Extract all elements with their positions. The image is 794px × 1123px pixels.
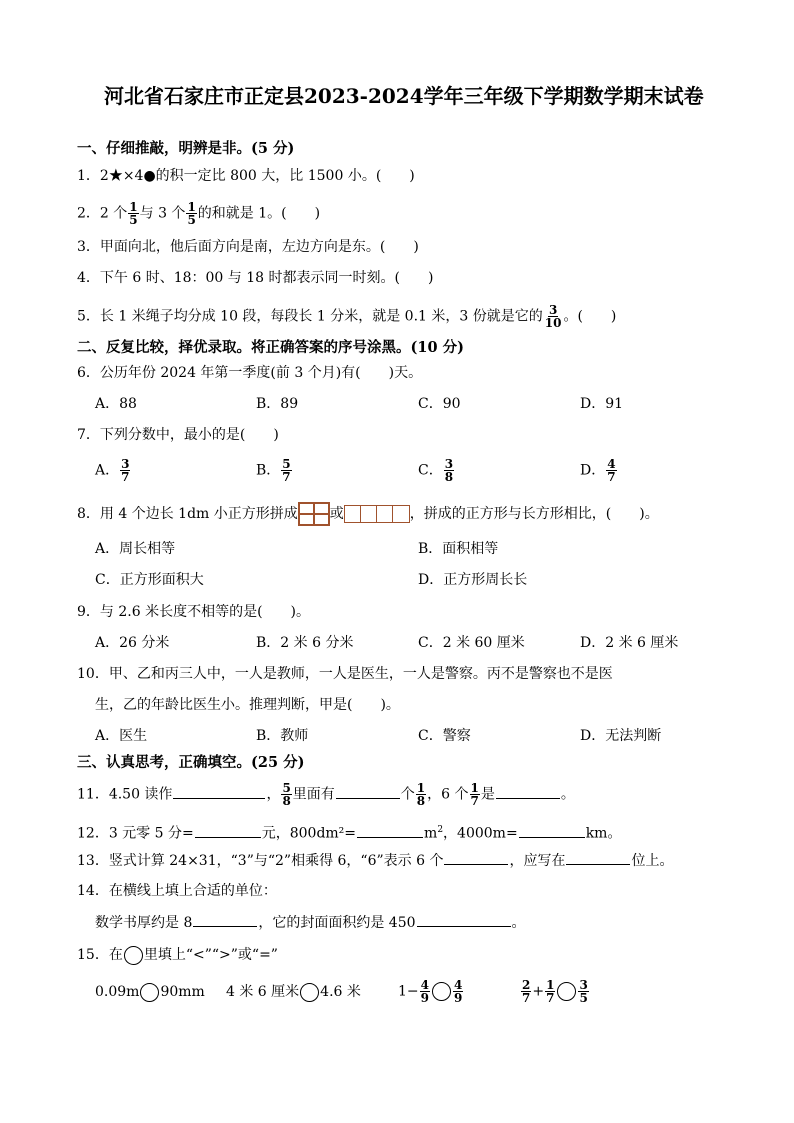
q15-expr-2: 4 米 6 厘米 4.6 米 bbox=[226, 984, 361, 1000]
compare-circle[interactable] bbox=[557, 982, 576, 1001]
question-6: 6．公历年份 2024 年第一季度(前 3 个月)有( )天。 bbox=[77, 365, 423, 381]
compare-circle[interactable] bbox=[432, 982, 451, 1001]
q6-option-c: C．90 bbox=[418, 396, 461, 412]
q15-expr-3: 1− $\frac{4}{9}$ $\frac{4}{9}$ bbox=[398, 978, 463, 1005]
square-grid-figure bbox=[298, 502, 330, 526]
q10-option-a: A．医生 bbox=[95, 728, 148, 744]
question-10-line-1: 10．甲、乙和丙三人中，一人是教师，一人是医生，一人是警察。丙不是警察也不是医 bbox=[77, 666, 613, 682]
q7-option-c: C． $\frac{3}{8}$ bbox=[418, 457, 454, 484]
question-13: 13．竖式计算 24×31，“3”与“2”相乘得 6，“6”表示 6 个 ，应写在 位上。 bbox=[77, 850, 673, 871]
answer-blank[interactable] bbox=[566, 850, 630, 865]
question-1: 1．2★×4●的积一定比 800 大，比 1500 小。( ) bbox=[77, 168, 415, 184]
answer-blank[interactable] bbox=[173, 784, 265, 799]
fraction: $\frac{3}{10}$ bbox=[544, 303, 562, 330]
question-12: 12．3 元零 5 分= 元，$800dm^2= m^2$，4000m= km。 bbox=[77, 820, 621, 844]
q6-option-d: D．91 bbox=[580, 396, 624, 412]
q8-option-d: D．正方形周长长 bbox=[418, 572, 528, 588]
q10-option-c: C．警察 bbox=[418, 728, 471, 744]
answer-blank[interactable] bbox=[336, 784, 400, 799]
answer-blank[interactable] bbox=[496, 784, 560, 799]
question-3: 3．甲面向北，他后面方向是南，左边方向是东。( ) bbox=[77, 239, 419, 255]
question-7: 7．下列分数中，最小的是( ) bbox=[77, 427, 279, 443]
q8-option-c: C．正方形面积大 bbox=[95, 572, 204, 588]
question-10-line-2: 生，乙的年龄比医生小。推理判断，甲是( )。 bbox=[95, 697, 400, 713]
compare-circle bbox=[124, 946, 143, 965]
rectangle-row-figure bbox=[344, 505, 410, 523]
q8-option-a: A．周长相等 bbox=[95, 541, 176, 557]
page-title: 河北省石家庄市正定县2023-2024学年三年级下学期数学期末试卷 bbox=[104, 84, 704, 108]
q7-option-d: D． $\frac{4}{7}$ bbox=[580, 457, 616, 484]
q15-expr-4: $\frac{2}{7}$ + $\frac{1}{7}$ $\frac{3}{5}$ bbox=[522, 978, 588, 1005]
q10-option-d: D．无法判断 bbox=[580, 728, 662, 744]
q9-option-d: D．2 米 6 厘米 bbox=[580, 635, 679, 651]
compare-circle[interactable] bbox=[300, 983, 319, 1002]
q7-option-b: B． $\frac{5}{7}$ bbox=[256, 457, 291, 484]
q9-option-a: A．26 分米 bbox=[95, 635, 170, 651]
answer-blank[interactable] bbox=[193, 912, 257, 927]
q8-option-b: B．面积相等 bbox=[418, 541, 499, 557]
q9-option-c: C．2 米 60 厘米 bbox=[418, 635, 525, 651]
q6-option-a: A．88 bbox=[95, 396, 137, 412]
q9-option-b: B．2 米 6 分米 bbox=[256, 635, 354, 651]
q10-option-b: B．教师 bbox=[256, 728, 309, 744]
q7-option-a: A． $\frac{3}{7}$ bbox=[95, 457, 130, 484]
q6-option-b: B．89 bbox=[256, 396, 299, 412]
question-8: 8．用 4 个边长 1dm 小正方形拼成 或 ，拼成的正方形与长方形相比，( )。 bbox=[77, 502, 659, 526]
answer-blank[interactable] bbox=[417, 912, 511, 927]
question-5: 5．长 1 米绳子均分成 10 段，每段长 1 分米，就是 0.1 米，3 份就是它的 $\frac{3}{10}$ 。( ) bbox=[77, 303, 617, 330]
question-4: 4．下午 6 时、18：00 与 18 时都表示同一时刻。( ) bbox=[77, 270, 434, 286]
fraction: $\frac{1}{5}$ bbox=[187, 200, 196, 227]
answer-blank[interactable] bbox=[195, 823, 261, 838]
section-2-heading: 二、反复比较，择优录取。将正确答案的序号涂黑。(10 分) bbox=[77, 339, 464, 356]
question-15: 15．在 里填上“<”“>”或“=” bbox=[77, 947, 278, 963]
question-2: 2．2 个 $\frac{1}{5}$ 与 3 个 $\frac{1}{5}$ 的和就是 1。( ) bbox=[77, 200, 321, 227]
section-3-heading: 三、认真思考，正确填空。(25 分) bbox=[77, 754, 305, 771]
fraction: $\frac{1}{5}$ bbox=[129, 200, 138, 227]
question-11: 11．4.50 读作 ， $\frac{5}{8}$ 里面有 个 $\frac{1}{8}$ ，6 个 $\frac{1}{7}$ 是 。 bbox=[77, 781, 575, 808]
question-14: 14．在横线上填上合适的单位： bbox=[77, 883, 277, 899]
answer-blank[interactable] bbox=[444, 850, 508, 865]
section-1-heading: 一、仔细推敲，明辨是非。(5 分) bbox=[77, 140, 295, 157]
compare-circle[interactable] bbox=[140, 983, 159, 1002]
q15-expr-1: 0.09m 90mm bbox=[95, 984, 205, 1000]
question-9: 9．与 2.6 米长度不相等的是( )。 bbox=[77, 604, 310, 620]
answer-blank[interactable] bbox=[519, 823, 585, 838]
question-14-body: 数学书厚约是 8 ，它的封面面积约是 450 。 bbox=[95, 912, 526, 933]
answer-blank[interactable] bbox=[357, 823, 423, 838]
